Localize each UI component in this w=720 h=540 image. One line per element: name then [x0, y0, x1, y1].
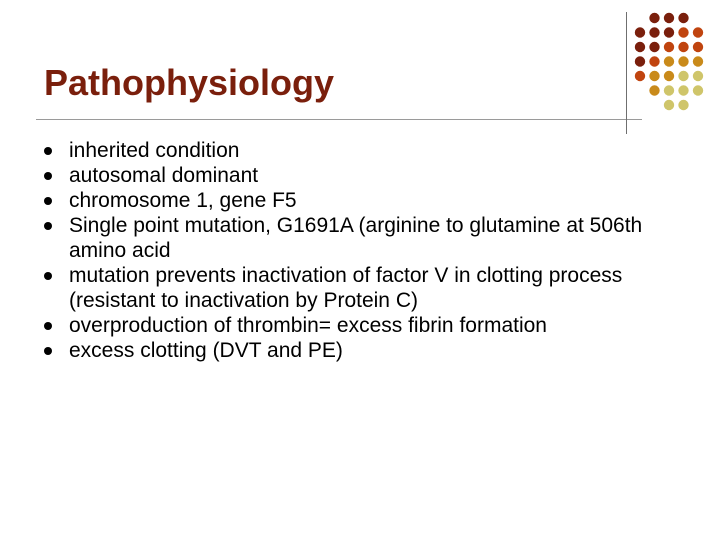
decorative-dot — [693, 27, 703, 37]
decorative-dot — [664, 71, 674, 81]
bullet-icon — [44, 347, 52, 355]
decorative-dot — [649, 13, 659, 23]
decorative-dot — [664, 56, 674, 66]
decorative-dot — [664, 27, 674, 37]
bullet-text: mutation prevents inactivation of factor V in clotting process (resistant to inactivation by Protein C) — [69, 264, 623, 312]
decorative-dot — [664, 100, 674, 110]
decorative-dot — [635, 71, 645, 81]
decorative-dot — [693, 85, 703, 95]
decorative-dot — [678, 13, 688, 23]
bullet-item — [44, 188, 684, 213]
bullet-icon — [44, 147, 52, 155]
decorative-dot — [649, 42, 659, 52]
decorative-dot — [635, 56, 645, 66]
decorative-dot — [649, 71, 659, 81]
decorative-dot — [664, 42, 674, 52]
bullet-item — [44, 163, 684, 188]
decorative-dot — [649, 85, 659, 95]
decorative-dot — [664, 85, 674, 95]
bullet-item — [44, 213, 684, 263]
bullet-text: Single point mutation, G1691A (arginine to glutamine at 506th amino acid — [69, 214, 643, 262]
bullet-text: inherited condition — [69, 139, 240, 162]
decorative-dot — [649, 56, 659, 66]
decorative-dot — [693, 42, 703, 52]
decorative-dot — [635, 27, 645, 37]
bullet-list — [44, 138, 684, 363]
decorative-dot — [635, 42, 645, 52]
decorative-dot — [664, 13, 674, 23]
decorative-dot — [678, 42, 688, 52]
title-divider — [36, 119, 642, 120]
bullet-item — [44, 338, 684, 363]
bullet-item — [44, 313, 684, 338]
bullet-icon — [44, 272, 52, 280]
bullet-item — [44, 138, 684, 163]
decorative-dot — [678, 85, 688, 95]
bullet-icon — [44, 172, 52, 180]
bullet-icon — [44, 197, 52, 205]
decorative-dot — [678, 27, 688, 37]
bullet-text: overproduction of thrombin= excess fibrin formation — [69, 314, 547, 337]
decorative-dot — [693, 71, 703, 81]
bullet-text: excess clotting (DVT and PE) — [69, 339, 343, 362]
decorative-dot — [678, 56, 688, 66]
vertical-divider — [626, 12, 627, 134]
decorative-dot — [678, 71, 688, 81]
bullet-text: autosomal dominant — [69, 164, 259, 187]
bullet-icon — [44, 222, 52, 230]
decorative-dot — [693, 56, 703, 66]
bullet-item — [44, 263, 684, 313]
bullet-text: chromosome 1, gene F5 — [69, 189, 297, 212]
decorative-dot-grid — [630, 8, 720, 118]
slide-title: Pathophysiology — [44, 62, 335, 103]
bullet-icon — [44, 322, 52, 330]
decorative-dot — [678, 100, 688, 110]
decorative-dot — [649, 27, 659, 37]
